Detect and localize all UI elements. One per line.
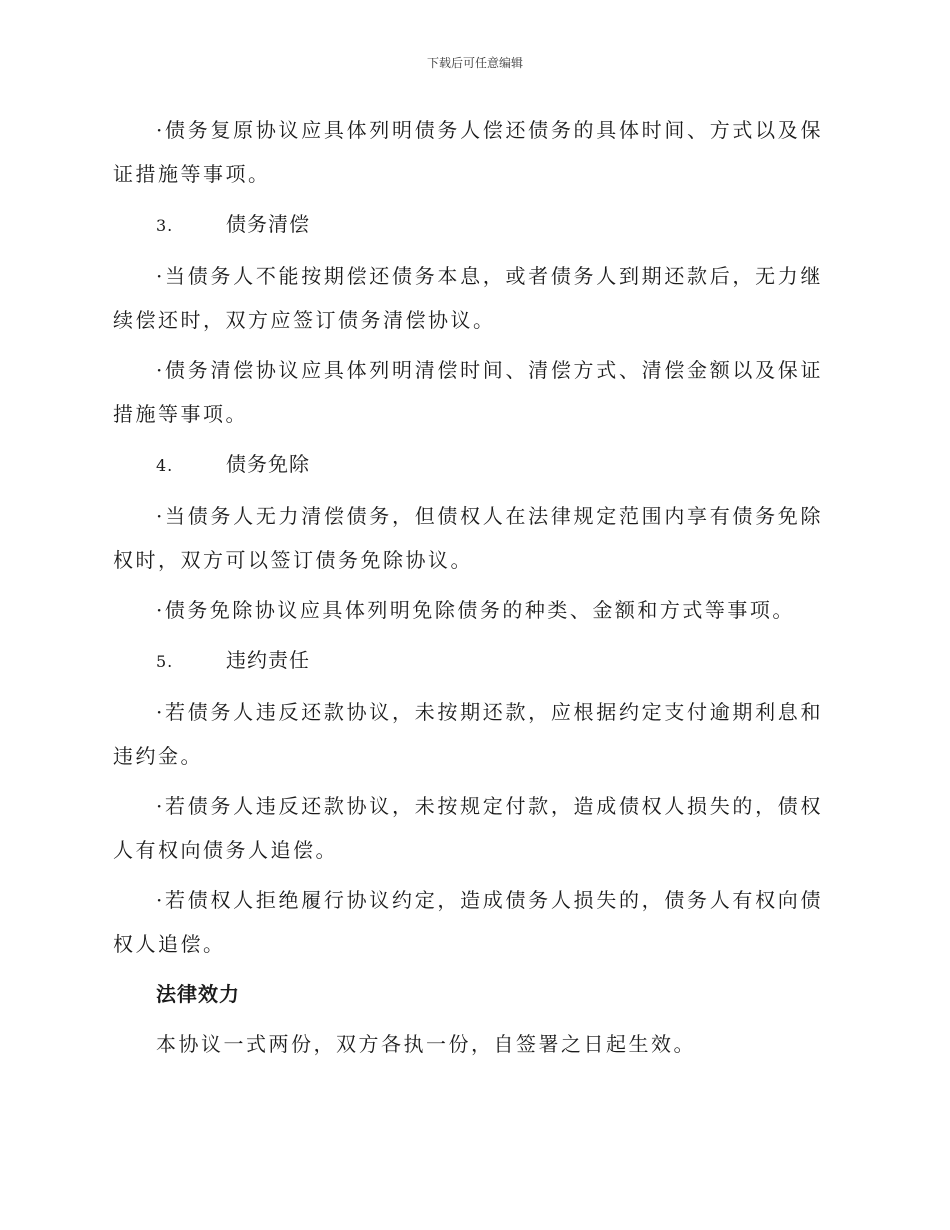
paragraph-breach-overdue: ·若债务人违反还款协议，未按期还款，应根据约定支付逾期利息和违约金。 bbox=[113, 700, 823, 768]
paragraph-exemption-condition: ·当债务人无力清偿债务，但债权人在法律规定范围内享有债务免除权时，双方可以签订债务免除协议。 bbox=[113, 504, 823, 572]
section-item-5 bbox=[113, 638, 823, 684]
section-number: 4. bbox=[156, 456, 174, 475]
section-item-3 bbox=[113, 202, 823, 248]
page-header: 下载后可任意编辑 bbox=[426, 56, 523, 70]
heading-legal-effect: 法律效力 bbox=[156, 982, 240, 1006]
section-title: 债务免除 bbox=[226, 452, 310, 476]
paragraph-legal-effect: 本协议一式两份，双方各执一份，自签署之日起生效。 bbox=[156, 1032, 696, 1056]
section-item-4 bbox=[113, 442, 823, 488]
document-body bbox=[113, 108, 823, 1072]
paragraph-settlement-details: ·债务清偿协议应具体列明清偿时间、清偿方式、清偿金额以及保证措施等事项。 bbox=[113, 358, 823, 426]
section-title: 债务清偿 bbox=[226, 212, 310, 236]
paragraph-exemption-details: ·债务免除协议应具体列明免除债务的种类、金额和方式等事项。 bbox=[156, 598, 795, 622]
paragraph-settlement-condition: ·当债务人不能按期偿还债务本息，或者债务人到期还款后，无力继续偿还时，双方应签订债务清偿协议。 bbox=[113, 264, 823, 332]
paragraph-breach-payment: ·若债务人违反还款协议，未按规定付款，造成债权人损失的，债权人有权向债务人追偿。 bbox=[113, 794, 823, 862]
section-title: 违约责任 bbox=[226, 648, 310, 672]
paragraph-debt-restoration-details: ·债务复原协议应具体列明债务人偿还债务的具体时间、方式以及保证措施等事项。 bbox=[113, 118, 823, 186]
paragraph-breach-creditor: ·若债权人拒绝履行协议约定，造成债务人损失的，债务人有权向债权人追偿。 bbox=[113, 888, 823, 956]
section-number: 5. bbox=[156, 652, 174, 671]
section-number: 3. bbox=[156, 216, 174, 235]
